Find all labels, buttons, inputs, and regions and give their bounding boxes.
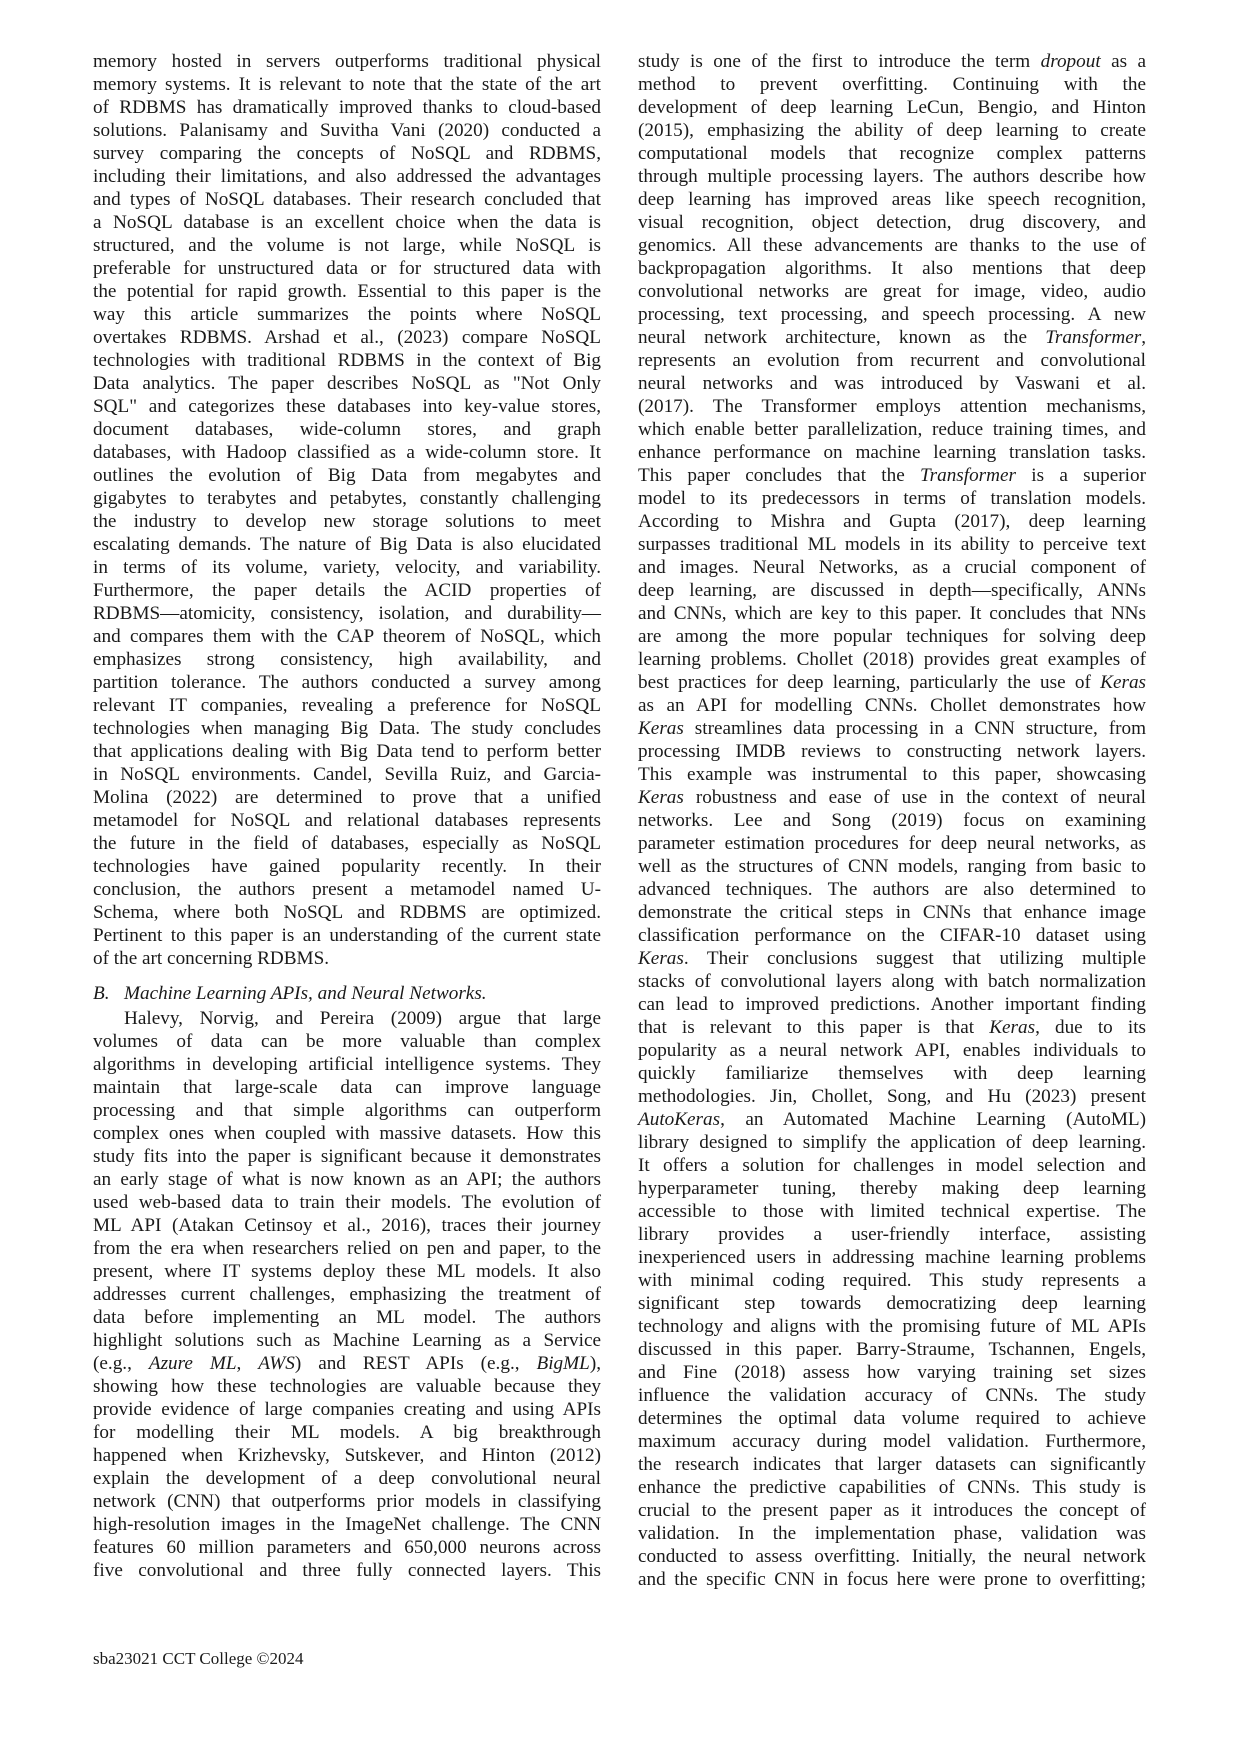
text-line: development of deep learning LeCun, Bengio, and Hinton [638,97,1146,118]
text-line: document databases, wide-column stores, and graph [93,419,601,440]
text-line: quickly familiarize themselves with deep learning [638,1063,1146,1084]
page-footer: sba23021 CCT College ©2024 [93,1649,304,1668]
text-line: discussed in this paper. Barry-Straume, Tschannen, Engels, [638,1339,1146,1360]
text-line: best practices for deep learning, particularly the use of Keras [638,672,1146,693]
text-line: network (CNN) that outperforms prior models in classifying [93,1491,601,1512]
text-line: highlight solutions such as Machine Learning as a Service [93,1330,601,1351]
text-line: maximum accuracy during model validation. Furthermore, [638,1431,1146,1452]
text-line: RDBMS—atomicity, consistency, isolation, and durability— [93,603,601,624]
text-line: provide evidence of large companies creating and using APIs [93,1399,601,1420]
paragraph-deep-learning [638,50,1146,1591]
text-line: surpasses traditional ML models in its ability to perceive text [638,534,1146,555]
text-line: ML API (Atakan Cetinsoy et al., 2016), traces their journey [93,1215,601,1236]
text-line: crucial to the present paper as it introduces the concept of [638,1500,1146,1521]
text-line: Halevy, Norvig, and Pereira (2009) argue that large [124,1008,601,1029]
text-line: validation. In the implementation phase, validation was [638,1523,1146,1544]
text-line: through multiple processing layers. The authors describe how [638,166,1146,187]
text-line: Keras. Their conclusions suggest that utilizing multiple [638,948,1146,969]
text-line: the industry to develop new storage solutions to meet [93,511,601,532]
text-line: high-resolution images in the ImageNet challenge. The CNN [93,1514,601,1535]
text-line: the future in the field of databases, especially as NoSQL [93,833,601,854]
text-line: processing, text processing, and speech processing. A new [638,304,1146,325]
paragraph-ml-apis [93,1007,601,1582]
text-line: This paper concludes that the Transformer is a superior [638,465,1146,486]
text-line: five convolutional and three fully connected layers. This [93,1560,601,1581]
text-line: a NoSQL database is an excellent choice when the data is [93,212,601,233]
text-line: well as the structures of CNN models, ranging from basic to [638,856,1146,877]
text-line: This example was instrumental to this paper, showcasing [638,764,1146,785]
text-line: features 60 million parameters and 650,000 neurons across [93,1537,601,1558]
text-line: survey comparing the concepts of NoSQL and RDBMS, [93,143,601,164]
text-line: present, where IT systems deploy these ML models. It also [93,1261,601,1282]
right-column [638,50,1146,1591]
text-line: Keras streamlines data processing in a CNN structure, from [638,718,1146,739]
text-line: that is relevant to this paper is that Keras, due to its [638,1017,1147,1038]
text-line: explain the development of a deep convolutional neural [93,1468,601,1489]
text-line: overtakes RDBMS. Arshad et al., (2023) compare NoSQL [93,327,601,348]
text-line: processing and that simple algorithms can outperform [93,1100,601,1121]
text-line: convolutional networks are great for image, video, audio [638,281,1146,302]
text-line: including their limitations, and also addressed the advantages [93,166,601,187]
text-line: conclusion, the authors present a metamodel named U- [93,879,601,900]
text-line: deep learning has improved areas like speech recognition, [638,189,1146,210]
text-line: way this article summarizes the points where NoSQL [93,304,601,325]
text-line: Furthermore, the paper details the ACID properties of [93,580,601,601]
text-line: in NoSQL environments. Candel, Sevilla Ruiz, and Garcia- [93,764,601,785]
text-line: influence the validation accuracy of CNNs. The study [638,1385,1146,1406]
text-line: of RDBMS has dramatically improved thanks to cloud-based [93,97,601,118]
text-line: addresses current challenges, emphasizing the treatment of [93,1284,601,1305]
left-column [93,50,601,1582]
text-line: relevant IT companies, revealing a preference for NoSQL [93,695,601,716]
text-line: computational models that recognize complex patterns [638,143,1146,164]
text-line: networks. Lee and Song (2019) focus on examining [638,810,1146,831]
text-line: which enable better parallelization, reduce training times, and [638,419,1146,440]
text-line: determines the optimal data volume required to achieve [638,1408,1146,1429]
text-line: demonstrate the critical steps in CNNs that enhance image [638,902,1146,923]
text-line: with minimal coding required. This study represents a [638,1270,1146,1291]
text-line: advanced techniques. The authors are also determined to [638,879,1146,900]
text-line: technology and aligns with the promising future of ML APIs [638,1316,1146,1337]
text-line: AutoKeras, an Automated Machine Learning (AutoML) [638,1109,1146,1130]
text-line: databases, with Hadoop classified as a wide-column store. It [93,442,601,463]
text-line: technologies with traditional RDBMS in the context of Big [93,350,601,371]
text-line: from the era when researchers relied on pen and paper, to the [93,1238,601,1259]
text-line: processing IMDB reviews to constructing network layers. [638,741,1146,762]
text-line: complex ones when coupled with massive datasets. How this [93,1123,601,1144]
text-line: the potential for rapid growth. Essential to this paper is the [93,281,601,302]
text-line: solutions. Palanisamy and Suvitha Vani (2020) conducted a [93,120,601,141]
text-line: and types of NoSQL databases. Their research concluded that [93,189,601,210]
text-line: outlines the evolution of Big Data from megabytes and [93,465,601,486]
text-line: conducted to assess overfitting. Initially, the neural network [638,1546,1146,1567]
text-line: genomics. All these advancements are thanks to the use of [638,235,1146,256]
text-line: significant step towards democratizing deep learning [638,1293,1146,1314]
text-line: data before implementing an ML model. The authors [93,1307,601,1328]
text-line: neural network architecture, known as the Transformer, [638,327,1146,348]
text-line: popularity as a neural network API, enables individuals to [638,1040,1146,1061]
text-line: represents an evolution from recurrent and convolutional [638,350,1146,371]
text-line: in terms of its volume, variety, velocity, and variability. [93,557,601,578]
text-line: model to its predecessors in terms of translation models. [638,488,1146,509]
section-heading-b [93,982,601,1005]
text-line: gigabytes to terabytes and petabytes, constantly challenging [93,488,601,509]
text-line: learning problems. Chollet (2018) provides great examples of [638,649,1146,670]
text-line: preferable for unstructured data or for structured data with [93,258,601,279]
text-line: neural networks and was introduced by Vaswani et al. [638,373,1146,394]
text-line: memory systems. It is relevant to note that the state of the art [93,74,601,95]
text-line: showing how these technologies are valuable because they [93,1376,601,1397]
text-line: and Fine (2018) assess how varying training set sizes [638,1362,1146,1383]
text-line: Molina (2022) are determined to prove that a unified [93,787,601,808]
text-line: are among the more popular techniques for solving deep [638,626,1146,647]
section-title: Machine Learning APIs, and Neural Networks. [124,983,487,1004]
text-line: (2017). The Transformer employs attention mechanisms, [638,396,1146,417]
text-line: partition tolerance. The authors conducted a survey among [93,672,601,693]
text-line: of the art concerning RDBMS. [93,948,330,969]
text-line: volumes of data can be more valuable than complex [93,1031,601,1052]
text-line: hyperparameter tuning, thereby making deep learning [638,1178,1146,1199]
text-line: It offers a solution for challenges in model selection and [638,1155,1146,1176]
text-line: deep learning, are discussed in depth—specifically, ANNs [638,580,1146,601]
text-line: emphasizes strong consistency, high availability, and [93,649,601,670]
text-line: structured, and the volume is not large, while NoSQL is [93,235,601,256]
text-line: happened when Krizhevsky, Sutskever, and Hinton (2012) [93,1445,601,1466]
text-line: study is one of the first to introduce the term dropout as a [638,51,1146,72]
text-line: method to prevent overfitting. Continuing with the [638,74,1146,95]
text-line: and compares them with the CAP theorem of NoSQL, which [93,626,601,647]
section-number: B. [93,983,110,1004]
text-line: for modelling their ML models. A big breakthrough [93,1422,601,1443]
text-line: classification performance on the CIFAR-10 dataset using [638,925,1146,946]
text-line: as an API for modelling CNNs. Chollet demonstrates how [638,695,1146,716]
text-line: methodologies. Jin, Chollet, Song, and Hu (2023) present [638,1086,1146,1107]
text-line: Schema, where both NoSQL and RDBMS are optimized. [93,902,601,923]
text-line: and the specific CNN in focus here were prone to overfitting; [638,1569,1146,1590]
text-line: stacks of convolutional layers along with batch normalization [638,971,1146,992]
text-line: escalating demands. The nature of Big Data is also elucidated [93,534,601,555]
text-line: visual recognition, object detection, drug discovery, and [638,212,1146,233]
text-line: technologies have gained popularity recently. In their [93,856,601,877]
text-line: used web-based data to train their models. The evolution of [93,1192,601,1213]
text-line: metamodel for NoSQL and relational databases represents [93,810,601,831]
text-line: SQL" and categorizes these databases into key-value stores, [93,396,601,417]
text-line: According to Mishra and Gupta (2017), deep learning [638,511,1146,532]
text-line: enhance performance on machine learning translation tasks. [638,442,1146,463]
text-line: memory hosted in servers outperforms traditional physical [93,51,601,72]
text-line: maintain that large-scale data can improve language [93,1077,601,1098]
text-line: algorithms in developing artificial intelligence systems. They [93,1054,601,1075]
text-line: Keras robustness and ease of use in the context of neural [638,787,1146,808]
paragraph-nosql-rdbms [93,50,601,970]
text-line: library provides a user-friendly interface, assisting [638,1224,1146,1245]
text-line: library designed to simplify the application of deep learning. [638,1132,1146,1153]
text-line: and images. Neural Networks, as a crucial component of [638,557,1146,578]
text-line: Data analytics. The paper describes NoSQL as "Not Only [93,373,601,394]
text-line: study fits into the paper is significant because it demonstrates [93,1146,601,1167]
text-line: can lead to improved predictions. Another important finding [638,994,1146,1015]
text-line: (2015), emphasizing the ability of deep learning to create [638,120,1146,141]
text-line: an early stage of what is now known as an API; the authors [93,1169,601,1190]
text-line: enhance the predictive capabilities of CNNs. This study is [638,1477,1146,1498]
text-line: backpropagation algorithms. It also mentions that deep [638,258,1146,279]
text-line: accessible to those with limited technical expertise. The [638,1201,1146,1222]
text-line: inexperienced users in addressing machine learning problems [638,1247,1146,1268]
text-line: (e.g., Azure ML, AWS) and REST APIs (e.g., BigML), [93,1353,601,1374]
text-line: parameter estimation procedures for deep neural networks, as [638,833,1146,854]
text-line: that applications dealing with Big Data tend to perform better [93,741,601,762]
text-line: technologies when managing Big Data. The study concludes [93,718,601,739]
text-line: Pertinent to this paper is an understanding of the current state [93,925,601,946]
text-line: and CNNs, which are key to this paper. It concludes that NNs [638,603,1146,624]
text-line: the research indicates that larger datasets can significantly [638,1454,1146,1475]
